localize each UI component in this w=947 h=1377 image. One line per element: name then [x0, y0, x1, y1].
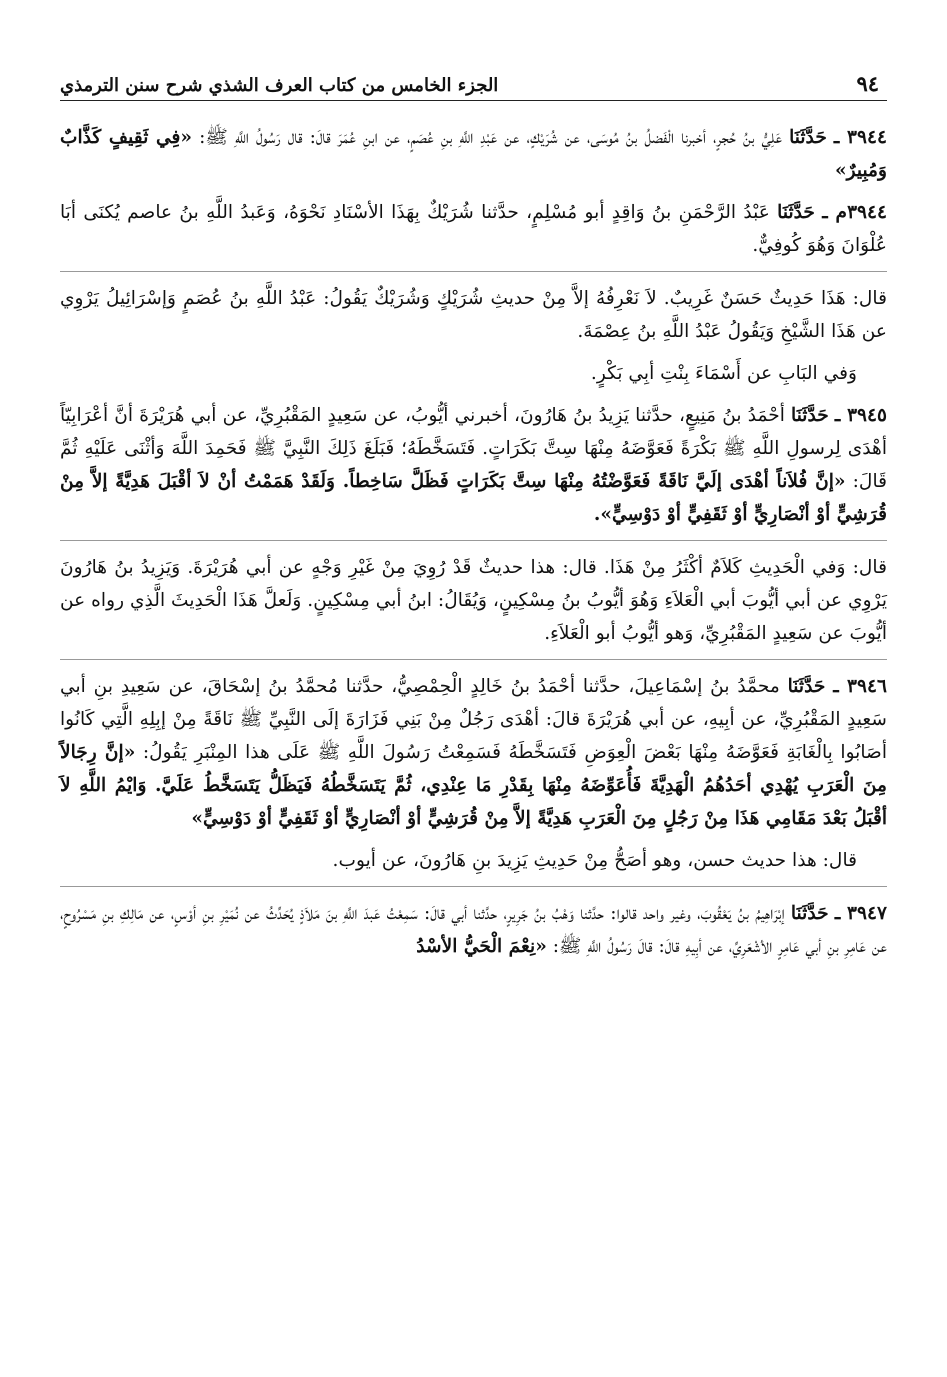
prophetic-quote: «إنَّ رِجَالاً مِنَ الْعَرَبِ يُهْدِي أحَدُهُمُ الْهَدِيَّةَ فَأُعَوِّضَهُ مِنْهَا بِقَدْرِ مَا عِنْدِي، ثُمَّ يَتَسَخَّطُهُ فَيَظَلُّ يَتَسَخَّطُ عَلَيَّ. وَايْمُ اللَّهِ لاَ أقْبَلُ بَعْدَ مَقَامِي هَذَا مِنْ رَجُلٍ مِنَ الْعَرَبِ هَدِيَّةً إلاَّ مِنْ قُرَشِيٍّ أوْ أنْصَارِيٍّ أوْ ثَقَفِيٍّ أوْ دَوْسِيٍّ» — [60, 742, 887, 829]
haddathana-word: حَدَّثَنَا — [777, 202, 815, 223]
haddathana-word: حَدَّثَنَا — [789, 127, 827, 148]
prophetic-quote: «فِي ثَقِيفٍ كَذَّابٌ وَمُبِيرٌ» — [60, 127, 887, 181]
divider — [60, 271, 887, 272]
page-number: ٩٤ — [856, 71, 879, 96]
commentary-text: قال: وَفي الْحَدِيثِ كَلاَمٌ أكْثَرُ مِنْ هَذَا. قال: هذا حديثٌ قَدْ رُوِيَ مِنْ غَيْرِ وَجْهٍ عن أبي هُرَيْرَةَ. وَيَزِيدُ بنُ هَارُونَ يَرْوِي عن أبي أيُّوبَ أبي الْعَلاَءِ وَهُوَ أيُّوبُ بنُ مِسْكِينٍ، وَيُقَالُ: ابنُ أبي مِسْكِينٍ. وَلَعلَّ هَذَا الْحَدِيثَ الَّذِي رواه عن أيُّوبَ عن سَعِيدٍ المَقْبُرِيِّ، وَهو أيُّوبُ أبو الْعَلاَءِ. — [60, 557, 887, 644]
hadith-number: ٣٩٤٦ ـ — [833, 676, 887, 697]
hadith-text: محمَّدُ بنُ إسْمَاعِيلَ، حدَّثنا أحْمَدُ بنُ خَالِدٍ الْحِمْصِيُّ، حدَّثنا مُحمَّدُ بنُ إسْحَاقَ، عن سَعِيدِ بنِ أبي سَعِيدٍ المَقْبُرِيِّ، عن أبِيهِ، عن أبي هُرَيْرَةَ قالَ: أهْدَى رَجُلٌ مِنْ بَنِي فَزَارَةَ إلَى النَّبِيِّ ﷺ نَاقَةً مِنْ إبِلِهِ الَّتِي كَانُوا أصَابُوا بِالْغَابَةِ فَعَوَّضَهُ مِنْهَا بَعْضَ الْعِوَضِ فَتَسَخَّطَهُ فَسَمِعْتُ رَسُولَ اللَّهِ ﷺ عَلَى هذا المِنْبَرِ يَقُولُ: — [60, 676, 887, 763]
divider — [60, 540, 887, 541]
haddathana-word: حَدَّثَنَا — [787, 676, 826, 697]
divider — [60, 659, 887, 660]
hadith-text: أحْمَدُ بنُ مَنِيعٍ، حدَّثنا يَزِيدُ بنُ هَارُونَ، أخبرني أيُّوبُ، عن سَعِيدٍ المَقْبُرِيِّ، عن أبي هُرَيْرَةَ أنَّ أعْرَابِيّاً أهْدَى لِرسولِ اللَّهِ ﷺ بَكْرَةً فَعَوَّضَهُ مِنْهَا سِتَّ بَكَرَاتٍ. فَتَسَخَّطَهُ؛ فَبَلَغَ ذَلِكَ النَّبِيَّ ﷺ فَحَمِدَ اللَّهَ وَأثْنَى عَلَيْهِ ثُمَّ قَالَ: — [60, 405, 887, 492]
hadith-number: ٣٩٤٤ ـ — [833, 127, 887, 148]
commentary-3946 — [60, 844, 887, 877]
prophetic-quote: «إنَّ فُلاَناً أهْدَى إلَيَّ نَاقَةً فَعَوَّضْتُهُ مِنْهَا سِتَّ بَكَرَاتٍ فَظَلَّ سَاخِطاً. وَلَقَدْ هَمَمْتُ أنْ لاَ أقْبَلَ هَدِيَّةً إلاَّ مِنْ قُرَشِيٍّ أوْ أنْصَارِيٍّ أوْ ثَقَفِيٍّ أوْ دَوْسِيٍّ». — [60, 471, 887, 525]
commentary-text: قال: هَذَا حَدِيثٌ حَسَنٌ غَرِيبٌ. لاَ نَعْرِفُهُ إلاَّ مِنْ حديثِ شُرَيْكٍ وَشُرَيْكٌ يَقُولُ: عَبْدُ اللَّهِ بنُ عُصَمٍ وَإسْرَائِيلُ يَرْوِي عن هَذَا الشَّيْخِ وَيَقُولُ عَبْدُ اللَّهِ بنُ عِصْمَةَ. — [60, 288, 887, 342]
commentary-text: وَفي البَابِ عن أَسْمَاءَ بِنْتِ أبِي بَكْرٍ. — [590, 363, 857, 384]
hadith-text: عَلِيُّ بنُ حُجرٍ، أخبرنا الْفَضلُ بنُ مُوسَى، عن شُرَيْكٍ، عن عَبْدِ اللَّهِ بنِ عُصَمٍ، عن ابنِ عُمَرَ قالَ: قال رَسُولُ اللَّهِ ﷺ: — [199, 127, 783, 148]
hadith-text: عَبْدُ الرَّحْمَنِ بنُ وَاقِدٍ أبو مُسْلِمٍ، حدَّثنا شُرَيْكٌ بِهَذَا الأسْنَادِ نَحْوَهُ، وَعَبدُ اللَّهِ بنُ عاصم يُكنَى أبَا عُلْوَانَ وَهُوَ كُوفِيٌّ. — [60, 202, 887, 256]
hadith-3944 — [60, 121, 887, 187]
hadith-3945 — [60, 399, 887, 531]
commentary-text: قال: هذا حديث حسن، وهو أصَحُّ مِنْ حَدِيثِ يَزِيدَ بنِ هَارُونَ، عن أيوب. — [332, 850, 857, 871]
divider — [60, 886, 887, 887]
running-head — [60, 62, 887, 101]
commentary-3944 — [60, 282, 887, 348]
hadith-3944m — [60, 196, 887, 262]
page-body — [60, 121, 887, 963]
bab-note — [60, 357, 887, 390]
hadith-3947 — [60, 897, 887, 963]
hadith-number: ٣٩٤٧ ـ — [834, 903, 887, 924]
running-title: الجزء الخامس من كتاب العرف الشذي شرح سنن الترمذي — [60, 75, 499, 96]
hadith-text: إبْرَاهِيمُ بنُ يَعْقُوبَ، وغير واحد قالوا: حدَّثنا وَهْبُ بنُ جَرِيرٍ، حدَّثنا أبي قالَ: سَمِعْتُ عَبدَ اللَّهِ بنَ مَلاَذٍ يُحَدِّثُ عن نُمَيْرِ بنِ أوْسٍ، عن مَالِكِ بنِ مَسْرُوحٍ، عن عَامِرِ بنِ أبي عَامِرٍ الأشْعَرِيِّ، عن أبِيهِ قالَ: قالَ رَسُولُ اللَّهِ ﷺ: — [60, 903, 887, 957]
haddathana-word: حَدَّثَنَا — [790, 903, 829, 924]
prophetic-quote: «نِعْمَ الْحَيُّ الأسْدُ — [416, 936, 547, 957]
haddathana-word: حَدَّثَنَا — [791, 405, 829, 426]
hadith-number: ٣٩٤٤م ـ — [822, 202, 888, 223]
hadith-3946 — [60, 670, 887, 835]
hadith-number: ٣٩٤٥ ـ — [834, 405, 888, 426]
commentary-3945 — [60, 551, 887, 650]
book-page — [60, 62, 887, 972]
